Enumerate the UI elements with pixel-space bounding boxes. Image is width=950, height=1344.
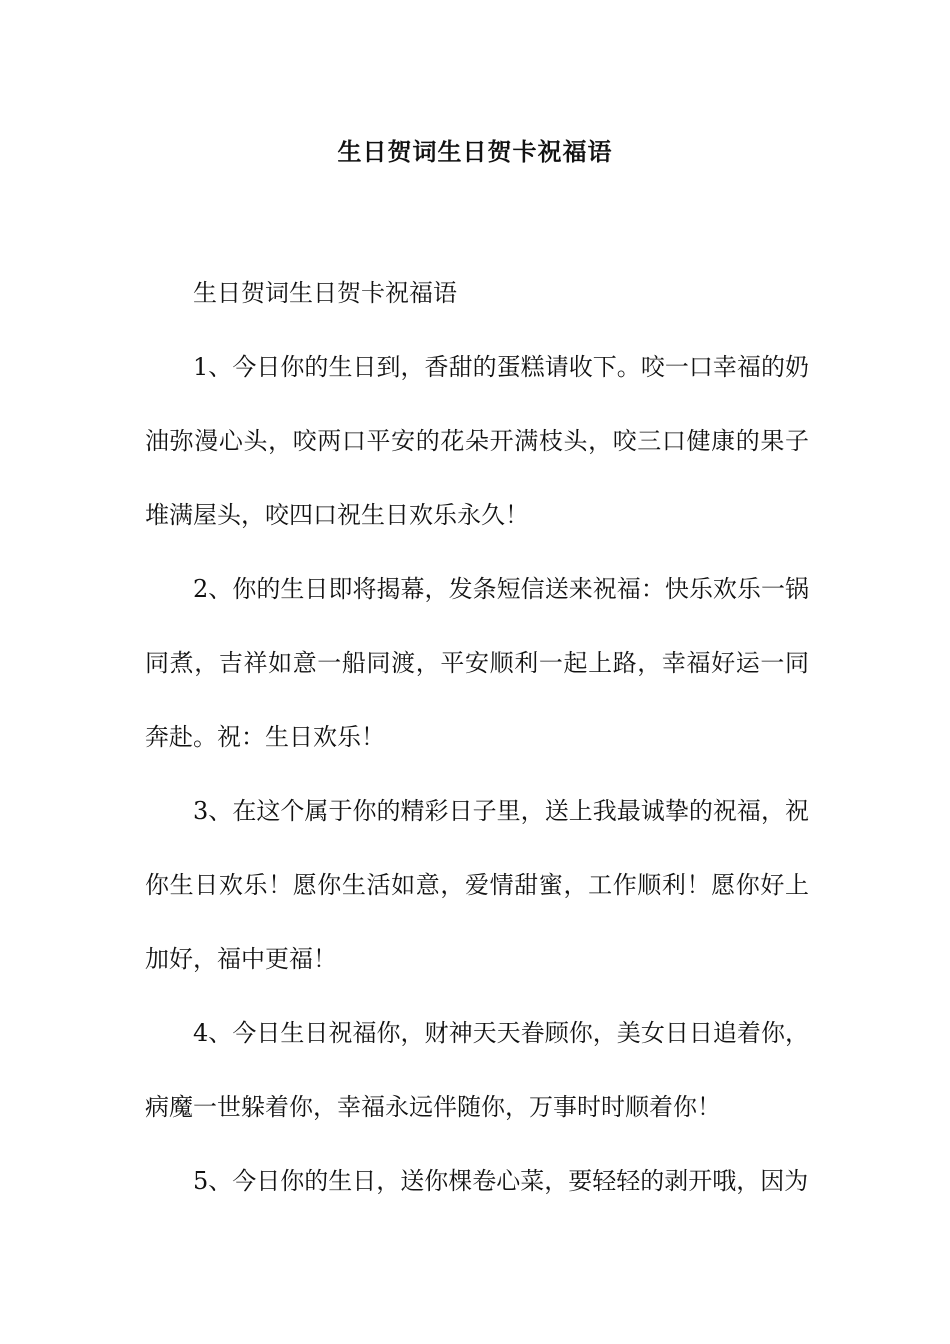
paragraph-1: 1、今日你的生日到，香甜的蛋糕请收下。咬一口幸福的奶油弥漫心头，咬两口平安的花朵开满枝头，咬三口健康的果子堆满屋头，咬四口祝生日欢乐永久！ [145,353,809,529]
paragraph-heading: 生日贺词生日贺卡祝福语 [193,279,457,307]
document-title: 生日贺词生日贺卡祝福语 [337,137,613,166]
paragraph-5: 5、今日你的生日，送你棵卷心菜，要轻轻的剥开哦，因为 [193,1167,809,1195]
paragraph-4: 4、今日生日祝福你，财神天天眷顾你，美女日日追着你，病魔一世躲着你，幸福永远伴随你，万事时时顺着你！ [145,1019,809,1121]
document-body [145,256,809,1218]
paragraph-3: 3、在这个属于你的精彩日子里，送上我最诚挚的祝福，祝你生日欢乐！愿你生活如意，爱情甜蜜，工作顺利！愿你好上加好，福中更福！ [145,797,809,973]
paragraph-2: 2、你的生日即将揭幕，发条短信送来祝福：快乐欢乐一锅同煮，吉祥如意一船同渡，平安顺利一起上路，幸福好运一同奔赴。祝：生日欢乐！ [145,575,809,751]
